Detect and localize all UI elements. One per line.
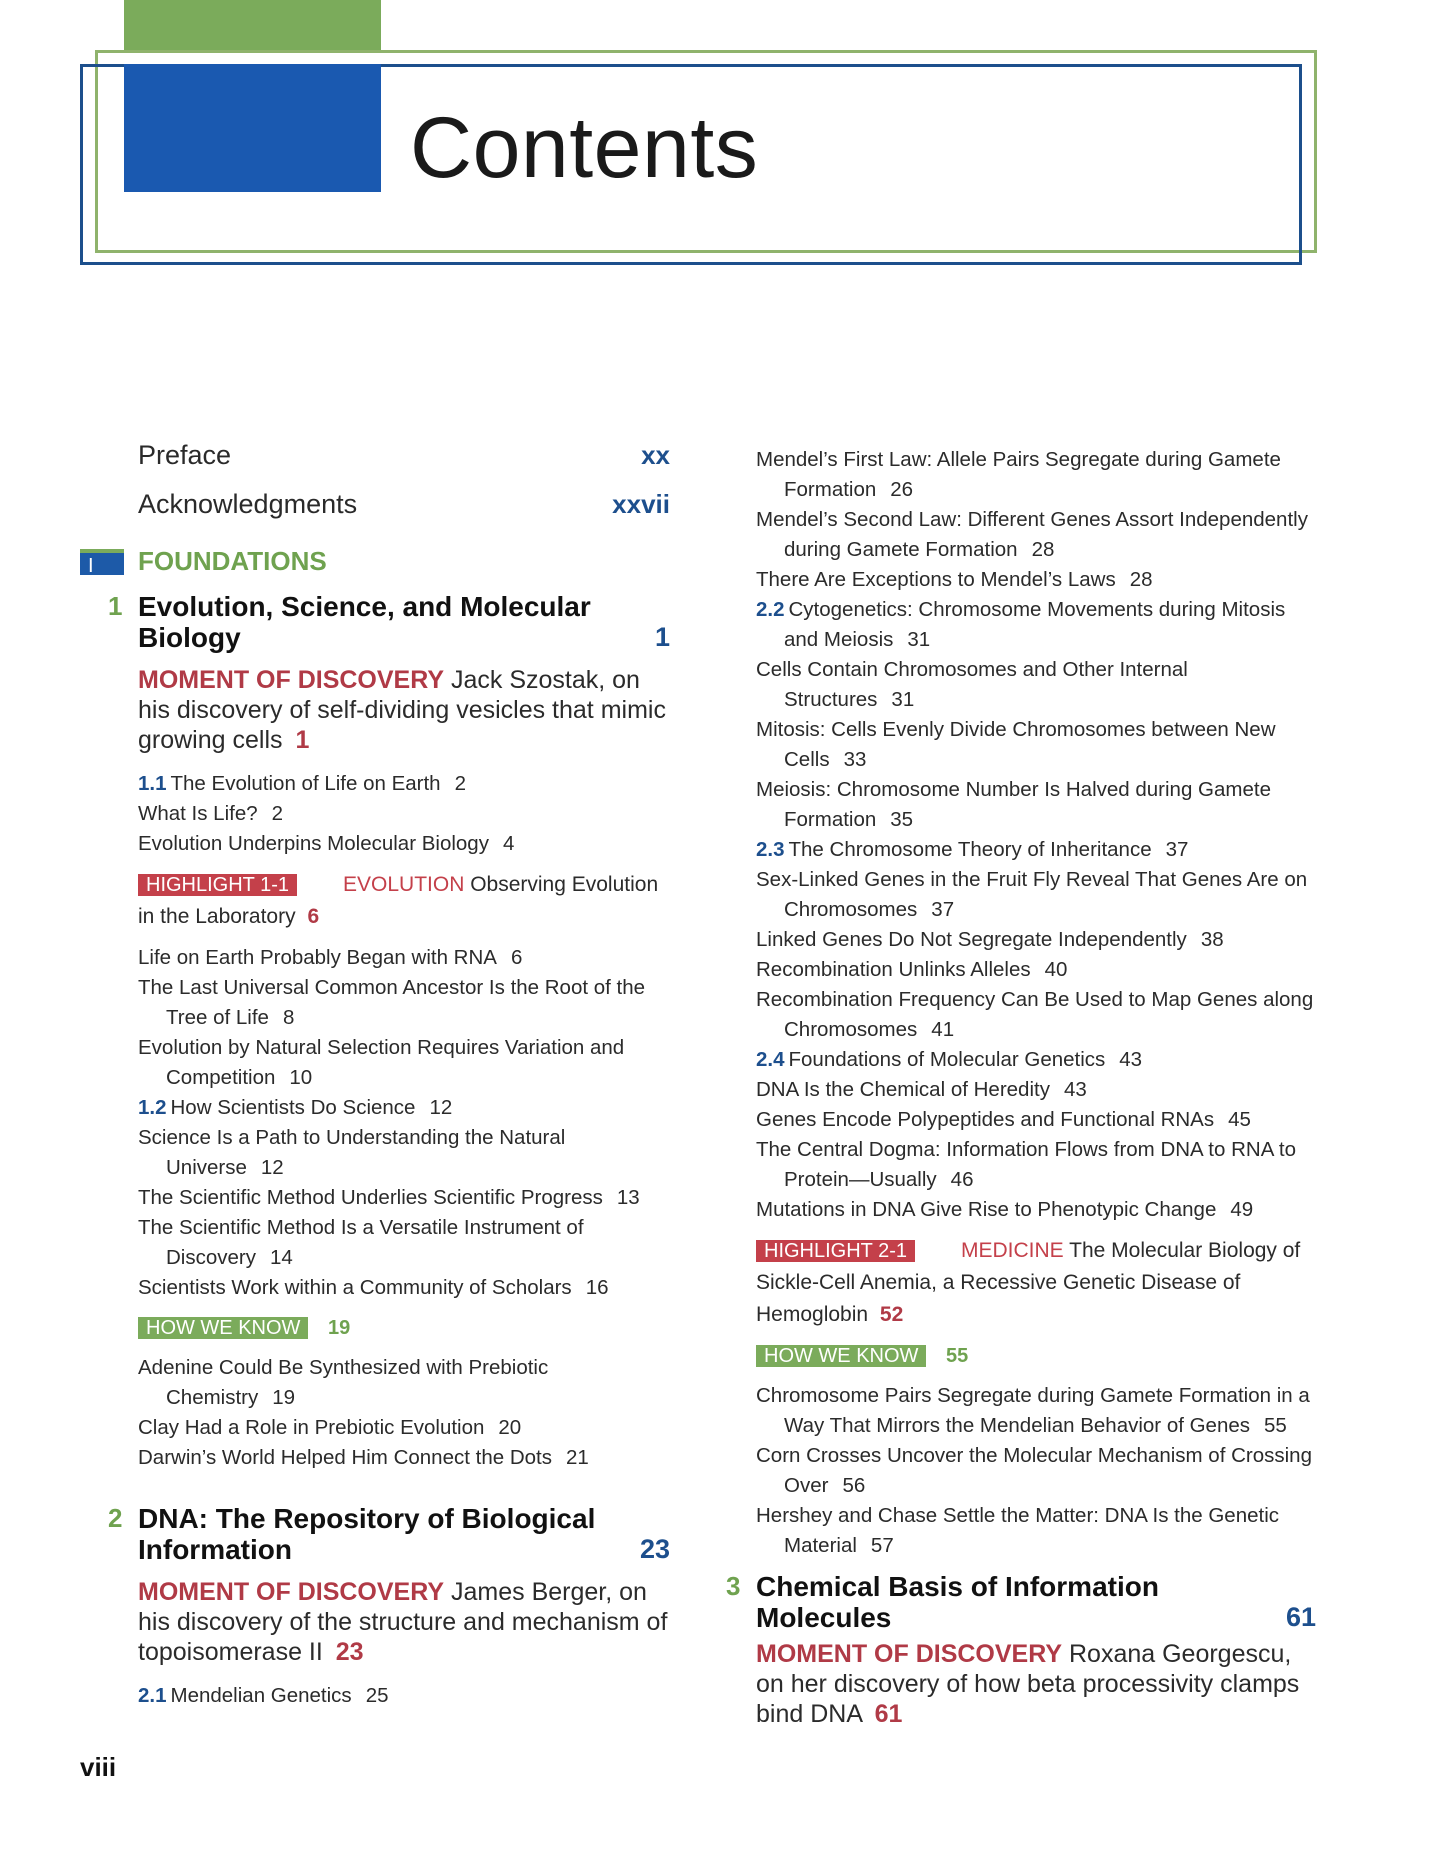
chapter-3 bbox=[698, 1571, 1316, 1729]
entry-text: Mitosis: Cells Evenly Divide Chromosomes between New Cells bbox=[756, 718, 1276, 771]
entry-text: Adenine Could Be Synthesized with Prebiotic Chemistry bbox=[138, 1356, 549, 1409]
mod-page: 23 bbox=[335, 1638, 364, 1666]
part-heading bbox=[80, 546, 670, 577]
moment-of-discovery[interactable] bbox=[138, 665, 670, 755]
header-blue-block bbox=[124, 64, 381, 192]
entry-page: 14 bbox=[270, 1246, 293, 1269]
entry-text: Cells Contain Chromosomes and Other Internal Structures bbox=[756, 658, 1188, 711]
toc-entries bbox=[138, 1353, 670, 1473]
entry-page: 55 bbox=[1264, 1414, 1287, 1437]
entry-page: 28 bbox=[1031, 538, 1055, 561]
moment-of-discovery[interactable] bbox=[756, 1639, 1316, 1729]
entry-page: 20 bbox=[498, 1416, 522, 1439]
entry-text: Meiosis: Chromosome Number Is Halved during Gamete Formation bbox=[756, 778, 1271, 831]
toc-acknowledgments[interactable] bbox=[138, 489, 670, 538]
mod-page: 1 bbox=[295, 726, 310, 754]
entry-page: 2 bbox=[271, 802, 284, 825]
acknowledgments-label: Acknowledgments bbox=[138, 489, 358, 519]
toc-preface[interactable] bbox=[138, 440, 670, 489]
toc-entry[interactable] bbox=[756, 955, 1316, 985]
entry-page: 45 bbox=[1228, 1108, 1251, 1131]
chapter-number: 1 bbox=[108, 591, 123, 621]
section-number: 2.4 bbox=[756, 1048, 785, 1071]
entry-page: 49 bbox=[1230, 1198, 1254, 1221]
toc-entry[interactable] bbox=[756, 775, 1316, 835]
chapter-page: 23 bbox=[639, 1534, 670, 1564]
mod-text: Roxana Georgescu, on her discovery of how beta processivity clamps bind DNA bbox=[756, 1640, 1300, 1728]
how-we-know-badge: HOW WE KNOW bbox=[756, 1345, 926, 1367]
mod-page: 61 bbox=[874, 1700, 903, 1728]
entry-page: 16 bbox=[585, 1276, 609, 1299]
entry-page: 12 bbox=[429, 1096, 453, 1119]
section-number: 2.2 bbox=[756, 598, 785, 621]
toc-entries bbox=[138, 943, 670, 1303]
chapter-1 bbox=[80, 591, 670, 1473]
entry-text: Darwin’s World Helped Him Connect the Dots bbox=[138, 1446, 552, 1469]
toc-entry[interactable] bbox=[756, 1105, 1316, 1135]
toc-entry[interactable] bbox=[138, 1273, 670, 1303]
entry-text: Mendelian Genetics bbox=[170, 1684, 352, 1707]
toc-section-entry[interactable] bbox=[756, 1045, 1316, 1075]
entry-text: The Central Dogma: Information Flows from DNA to RNA to Protein—Usually bbox=[756, 1138, 1297, 1191]
entry-page: 38 bbox=[1200, 928, 1224, 951]
toc-entry[interactable] bbox=[756, 445, 1316, 505]
toc-entry[interactable] bbox=[138, 829, 670, 859]
toc-entry[interactable] bbox=[138, 1123, 670, 1183]
chapter-title-row[interactable] bbox=[138, 591, 670, 653]
toc-entries bbox=[138, 769, 670, 859]
toc-entry[interactable] bbox=[138, 973, 670, 1033]
toc-entry[interactable] bbox=[756, 985, 1316, 1045]
toc-entry[interactable] bbox=[138, 1183, 670, 1213]
toc-entry[interactable] bbox=[756, 865, 1316, 925]
toc-entry[interactable] bbox=[756, 1381, 1316, 1441]
entry-text: Evolution Underpins Molecular Biology bbox=[138, 832, 489, 855]
section-number: 2.1 bbox=[138, 1684, 167, 1707]
part-badge: I bbox=[80, 549, 124, 575]
section-number: 2.3 bbox=[756, 838, 785, 861]
toc-entry[interactable] bbox=[756, 655, 1316, 715]
entry-page: 56 bbox=[842, 1474, 866, 1497]
entry-text: Foundations of Molecular Genetics bbox=[788, 1048, 1106, 1071]
entry-text: Sex-Linked Genes in the Fruit Fly Reveal That Genes Are on Chromosomes bbox=[756, 868, 1308, 921]
toc-entry[interactable] bbox=[138, 1353, 670, 1413]
mod-label: MOMENT OF DISCOVERY bbox=[138, 1578, 445, 1606]
entry-text: Genes Encode Polypeptides and Functional RNAs bbox=[756, 1108, 1215, 1131]
highlight-text: The Molecular Biology of Sickle-Cell Anemia, a Recessive Genetic Disease of Hemoglobin bbox=[756, 1239, 1301, 1326]
highlight-topic: MEDICINE bbox=[961, 1239, 1064, 1262]
section-number: 1.2 bbox=[138, 1096, 167, 1119]
toc-entries bbox=[138, 1681, 670, 1711]
toc-entry[interactable] bbox=[756, 505, 1316, 565]
entry-text: Scientists Work within a Community of Scholars bbox=[138, 1276, 572, 1299]
entry-page: 37 bbox=[1165, 838, 1189, 861]
toc-entry[interactable] bbox=[756, 715, 1316, 775]
entry-text: How Scientists Do Science bbox=[170, 1096, 416, 1119]
moment-of-discovery[interactable] bbox=[138, 1577, 670, 1667]
entry-page: 8 bbox=[282, 1006, 295, 1029]
toc-section-entry[interactable] bbox=[138, 769, 670, 799]
entry-page: 31 bbox=[891, 688, 915, 711]
entry-text: DNA Is the Chemical of Heredity bbox=[756, 1078, 1050, 1101]
highlight-topic: EVOLUTION bbox=[343, 873, 465, 896]
entry-text: Life on Earth Probably Began with RNA bbox=[138, 946, 497, 969]
toc-entries bbox=[756, 1381, 1316, 1561]
entry-text: Chromosome Pairs Segregate during Gamete Formation in a Way That Mirrors the Mendelian Behavior of Genes bbox=[756, 1384, 1310, 1437]
header-green-tab bbox=[124, 0, 381, 50]
entry-page: 4 bbox=[502, 832, 515, 855]
entry-text: Mutations in DNA Give Rise to Phenotypic Change bbox=[756, 1198, 1217, 1221]
entry-page: 57 bbox=[870, 1534, 894, 1557]
entry-page: 25 bbox=[365, 1684, 389, 1707]
entry-page: 43 bbox=[1063, 1078, 1087, 1101]
chapter-title: Evolution, Science, and Molecular Biology bbox=[138, 591, 591, 653]
how-we-know-page: 19 bbox=[328, 1317, 351, 1339]
entry-text: The Scientific Method Underlies Scientific Progress bbox=[138, 1186, 603, 1209]
chapter-page: 61 bbox=[1285, 1602, 1316, 1632]
chapter-page: 1 bbox=[654, 622, 670, 652]
toc-entry[interactable] bbox=[756, 1501, 1316, 1561]
entry-page: 21 bbox=[565, 1446, 589, 1469]
chapter-number: 2 bbox=[108, 1503, 123, 1533]
entry-text: Recombination Unlinks Alleles bbox=[756, 958, 1031, 981]
highlight-entry[interactable] bbox=[756, 1235, 1316, 1331]
highlight-badge: HIGHLIGHT 2-1 bbox=[756, 1240, 943, 1262]
how-we-know-badge: HOW WE KNOW bbox=[138, 1317, 308, 1339]
toc-section-entry[interactable] bbox=[756, 835, 1316, 865]
highlight-badge: HIGHLIGHT 1-1 bbox=[138, 874, 325, 896]
entry-page: 28 bbox=[1129, 568, 1153, 591]
toc-section-entry[interactable] bbox=[756, 595, 1316, 655]
chapter-title-row[interactable] bbox=[138, 1503, 670, 1565]
toc-entry[interactable] bbox=[756, 925, 1316, 955]
toc-entry[interactable] bbox=[138, 943, 670, 973]
how-we-know-page: 55 bbox=[946, 1345, 969, 1367]
page-title: Contents bbox=[410, 100, 759, 196]
entry-text: Recombination Frequency Can Be Used to Map Genes along Chromosomes bbox=[756, 988, 1314, 1041]
toc-section-entry[interactable] bbox=[138, 1681, 670, 1711]
entry-page: 40 bbox=[1044, 958, 1068, 981]
entry-text: The Evolution of Life on Earth bbox=[170, 772, 441, 795]
toc-section-entry[interactable] bbox=[138, 1093, 670, 1123]
entry-text: The Last Universal Common Ancestor Is the Root of the Tree of Life bbox=[138, 976, 646, 1029]
entry-text: Hershey and Chase Settle the Matter: DNA Is the Genetic Material bbox=[756, 1504, 1280, 1557]
entry-text: Corn Crosses Uncover the Molecular Mechanism of Crossing Over bbox=[756, 1444, 1312, 1497]
entry-text: Linked Genes Do Not Segregate Independently bbox=[756, 928, 1187, 951]
how-we-know-entry[interactable] bbox=[756, 1341, 1316, 1371]
section-number: 1.1 bbox=[138, 772, 167, 795]
entry-text: There Are Exceptions to Mendel’s Laws bbox=[756, 568, 1116, 591]
highlight-page: 6 bbox=[307, 905, 320, 928]
acknowledgments-page: xxvii bbox=[612, 489, 670, 519]
entry-page: 6 bbox=[510, 946, 523, 969]
toc-entry[interactable] bbox=[138, 1213, 670, 1273]
entry-page: 31 bbox=[907, 628, 931, 651]
entry-page: 10 bbox=[289, 1066, 313, 1089]
highlight-text: Observing Evolution in the Laboratory bbox=[138, 873, 659, 928]
toc-entry[interactable] bbox=[756, 1441, 1316, 1501]
entry-text: Evolution by Natural Selection Requires Variation and Competition bbox=[138, 1036, 625, 1089]
toc-entry[interactable] bbox=[138, 1443, 670, 1473]
highlight-page: 52 bbox=[879, 1303, 904, 1326]
part-title: FOUNDATIONS bbox=[138, 546, 327, 576]
mod-label: MOMENT OF DISCOVERY bbox=[756, 1640, 1063, 1668]
entry-page: 19 bbox=[272, 1386, 296, 1409]
toc-entry[interactable] bbox=[756, 1195, 1316, 1225]
preface-page: xx bbox=[641, 440, 670, 470]
entry-text: Mendel’s First Law: Allele Pairs Segregate during Gamete Formation bbox=[756, 448, 1281, 501]
chapter-2 bbox=[80, 1503, 670, 1711]
toc-entry[interactable] bbox=[138, 799, 670, 829]
toc-entry[interactable] bbox=[138, 1413, 670, 1443]
entry-page: 13 bbox=[616, 1186, 640, 1209]
toc-entry[interactable] bbox=[756, 1135, 1316, 1195]
entry-text: Clay Had a Role in Prebiotic Evolution bbox=[138, 1416, 485, 1439]
entry-page: 26 bbox=[890, 478, 914, 501]
chapter-title: Chemical Basis of Information Molecules bbox=[756, 1571, 1159, 1633]
toc-entry[interactable] bbox=[756, 1075, 1316, 1105]
entry-page: 35 bbox=[890, 808, 914, 831]
toc-entries bbox=[756, 445, 1316, 1225]
entry-text: Mendel’s Second Law: Different Genes Assort Independently during Gamete Formation bbox=[756, 508, 1308, 561]
entry-page: 12 bbox=[260, 1156, 284, 1179]
entry-text: The Scientific Method Is a Versatile Instrument of Discovery bbox=[138, 1216, 584, 1269]
entry-page: 2 bbox=[454, 772, 466, 795]
page-number: viii bbox=[80, 1752, 117, 1782]
entry-page: 41 bbox=[931, 1018, 955, 1041]
chapter-number: 3 bbox=[726, 1571, 741, 1601]
entry-page: 43 bbox=[1119, 1048, 1143, 1071]
entry-text: Science Is a Path to Understanding the Natural Universe bbox=[138, 1126, 566, 1179]
mod-label: MOMENT OF DISCOVERY bbox=[138, 666, 445, 694]
mod-text: James Berger, on his discovery of the structure and mechanism of topoisomerase II bbox=[138, 1578, 668, 1666]
entry-page: 37 bbox=[931, 898, 955, 921]
preface-label: Preface bbox=[138, 440, 232, 470]
entry-text: What Is Life? bbox=[138, 802, 258, 825]
toc-right-column bbox=[726, 445, 1316, 1729]
chapter-title-row[interactable] bbox=[756, 1571, 1316, 1633]
chapter-title: DNA: The Repository of Biological Information bbox=[138, 1503, 596, 1565]
how-we-know-entry[interactable] bbox=[138, 1313, 670, 1343]
entry-text: Cytogenetics: Chromosome Movements during Mitosis and Meiosis bbox=[784, 598, 1286, 651]
entry-page: 46 bbox=[950, 1168, 974, 1191]
entry-text: The Chromosome Theory of Inheritance bbox=[788, 838, 1152, 861]
toc-left-column bbox=[80, 440, 670, 1711]
mod-text: Jack Szostak, on his discovery of self-dividing vesicles that mimic growing cells bbox=[138, 666, 666, 754]
highlight-entry[interactable] bbox=[138, 869, 670, 933]
toc-entry[interactable] bbox=[138, 1033, 670, 1093]
toc-entry[interactable] bbox=[756, 565, 1316, 595]
entry-page: 33 bbox=[843, 748, 867, 771]
